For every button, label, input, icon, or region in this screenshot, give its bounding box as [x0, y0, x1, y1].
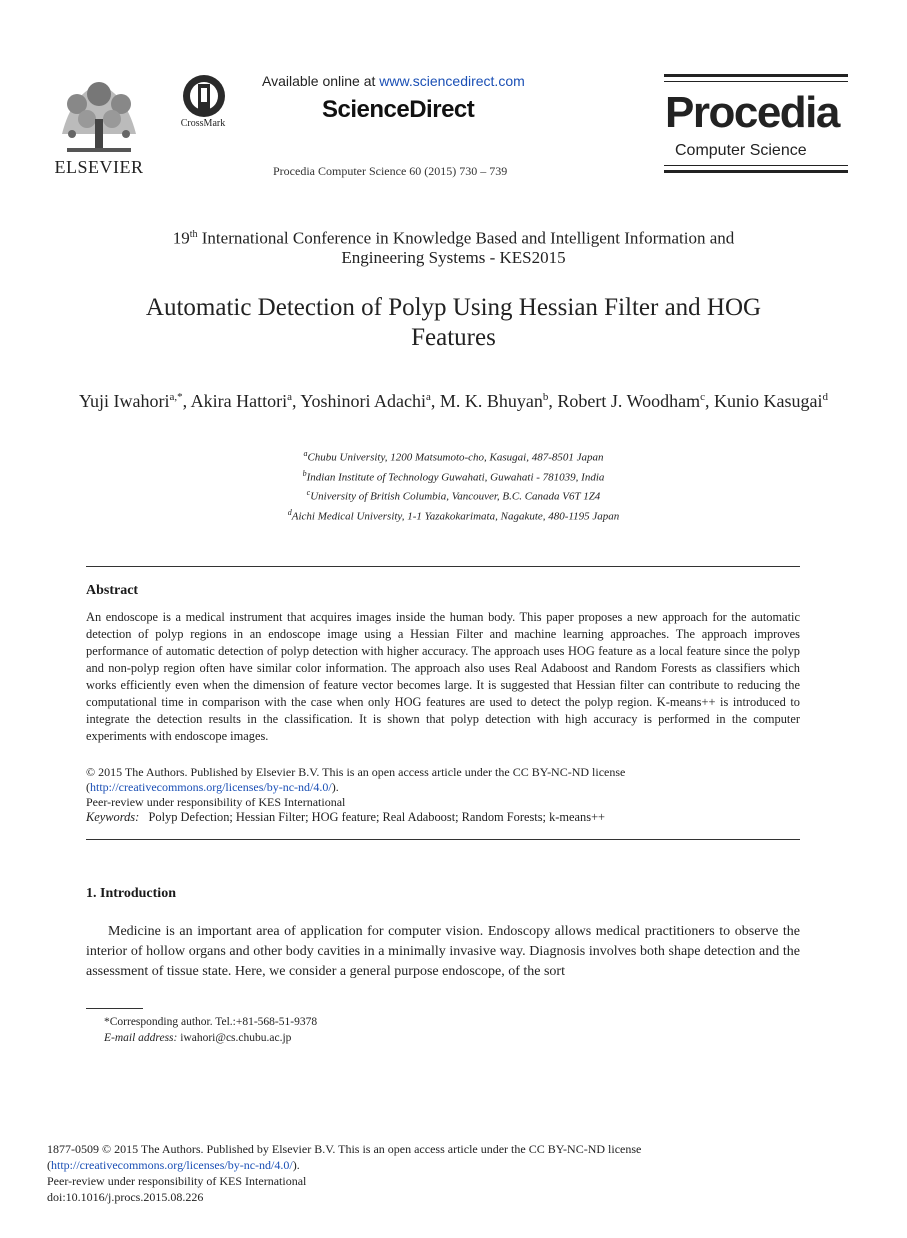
author-name: Akira Hattori: [190, 391, 288, 411]
author-name: M. K. Bhuyan: [439, 391, 543, 411]
conference-ordinal: 19: [172, 228, 190, 248]
procedia-bottom-rule-thin: [664, 165, 848, 166]
sciencedirect-link[interactable]: www.sciencedirect.com: [379, 73, 525, 89]
email-label: E-mail address:: [104, 1032, 178, 1044]
introduction-text: Medicine is an important area of application for computer vision. Endoscopy allows medical practitioners to observe the interior of hollow organs and other body cavities in a minimally invasive way. Diagnosis involves both shape detection and the assessment of tissue state. Here, we consider a general purpose endoscope, of the sort: [86, 924, 800, 979]
author-name: Yuji Iwahori: [78, 391, 170, 411]
paper-title: [60, 293, 847, 353]
introduction-body: [86, 922, 800, 982]
abstract-top-rule: [86, 566, 800, 567]
keywords-label: Keywords:: [86, 810, 140, 824]
affiliation-mark: a: [303, 449, 308, 458]
author-affiliation-mark: a: [426, 391, 431, 403]
author-name: Yoshinori Adachi: [300, 391, 427, 411]
footnote-rule: [86, 1008, 143, 1009]
procedia-subtitle: Computer Science: [675, 142, 807, 159]
affiliation-text: Indian Institute of Technology Guwahati, Guwahati - 781039, India: [306, 471, 605, 484]
affiliation-mark: d: [287, 507, 292, 517]
paper-title-line2: Features: [411, 324, 496, 351]
author-affiliation-mark: a: [287, 391, 292, 403]
affiliation-text: Chubu University, 1200 Matsumoto-cho, Kasugai, 487-8501 Japan: [307, 451, 604, 464]
procedia-bottom-rule: [664, 170, 848, 173]
keywords-list: Polyp Defection; Hessian Filter; HOG feature; Real Adaboost; Random Forests; k-means++: [148, 810, 606, 824]
abstract-bottom-rule: [86, 839, 800, 840]
license-link[interactable]: http://creativecommons.org/licenses/by-nc-nd/4.0/: [90, 780, 332, 794]
procedia-top-rule: [664, 74, 848, 77]
affiliation-list: [60, 446, 847, 525]
crossmark-label: CrossMark: [180, 118, 226, 129]
author-affiliation-mark: d: [822, 391, 828, 403]
affiliation-text: Aichi Medical University, 1-1 Yazakokarimata, Nagakute, 480-1195 Japan: [291, 510, 620, 523]
sciencedirect-logo: ScienceDirect: [322, 96, 475, 123]
affiliation-item: [60, 446, 847, 466]
author-affiliation-mark: a,*: [169, 391, 183, 403]
footer-doi[interactable]: doi:10.1016/j.procs.2015.08.226: [47, 1190, 204, 1204]
affiliation-text: University of British Columbia, Vancouver, B.C. Canada V6T 1Z4: [310, 490, 601, 503]
affiliation-mark: b: [302, 468, 307, 478]
author-list: [60, 385, 847, 413]
available-online: [262, 73, 525, 89]
email-address[interactable]: iwahori@cs.chubu.ac.jp: [180, 1032, 292, 1044]
corresponding-author: *Corresponding author. Tel.:+81-568-51-9378: [104, 1016, 318, 1028]
page-footer: [47, 1141, 747, 1205]
affiliation-item: [60, 485, 847, 505]
conference-name: [60, 225, 847, 267]
author-separator: ,: [430, 391, 440, 411]
author-affiliation-mark: b: [542, 391, 549, 403]
conference-line1: International Conference in Knowledge Based and Intelligent Information and: [197, 228, 735, 248]
license-block: [86, 765, 800, 810]
author-separator: ,: [548, 391, 558, 411]
author-separator: ,: [291, 391, 301, 411]
author-separator: ,: [705, 391, 715, 411]
affiliation-mark: c: [306, 488, 311, 498]
paper-title-line1: Automatic Detection of Polyp Using Hessian Filter and HOG: [145, 294, 762, 321]
footnotes: [104, 1014, 317, 1046]
procedia-top-rule-thin: [664, 81, 848, 82]
conference-ordinal-suffix: th: [189, 229, 198, 240]
affiliation-item: [60, 466, 847, 486]
license-text: © 2015 The Authors. Published by Elsevier B.V. This is an open access article under the CC BY-NC-ND license: [86, 765, 626, 779]
journal-reference: Procedia Computer Science 60 (2015) 730 – 739: [273, 164, 508, 178]
abstract-heading: Abstract: [86, 583, 139, 598]
peer-review-note: Peer-review under responsibility of KES International: [86, 795, 346, 809]
license-link-line: (http://creativecommons.org/licenses/by-nc-nd/4.0/).: [86, 780, 339, 794]
author-name: Kunio Kasugai: [714, 391, 823, 411]
author-name: Robert J. Woodham: [557, 391, 701, 411]
email-line: [104, 1030, 317, 1046]
affiliation-item: [60, 505, 847, 525]
author-separator: ,: [182, 391, 191, 411]
footer-link-line: (http://creativecommons.org/licenses/by-nc-nd/4.0/).: [47, 1158, 300, 1172]
footer-peer-review: Peer-review under responsibility of KES International: [47, 1174, 307, 1188]
keywords-line: [86, 809, 800, 825]
conference-line2: Engineering Systems - KES2015: [341, 247, 566, 267]
author-affiliation-mark: c: [700, 391, 706, 403]
footer-license-link[interactable]: http://creativecommons.org/licenses/by-nc-nd/4.0/: [51, 1158, 293, 1172]
publisher-name: ELSEVIER: [54, 157, 144, 177]
footer-license: 1877-0509 © 2015 The Authors. Published by Elsevier B.V. This is an open access article under the CC BY-NC-ND license: [47, 1142, 642, 1156]
abstract-body: An endoscope is a medical instrument that acquires images inside the human body. This paper proposes a new approach for the automatic detection of polyp regions in an endoscope image using a Hessian Filter and machine learning approaches. The approach improves performance of automatic detection of polyp detection with higher accuracy. The approach uses HOG feature as a local feature since the polyp and non-polyp region often have similar color information. The approach also uses Real Adaboost and Random Forests as classifiers which works efficiently even when the dimension of feature vector becomes large. It is suggested that Hessian filter can contribute to reducing the computational time in comparison with the case when only HOG features are used to detect the polyp region. K-means++ is introduced to integrate the detection results in the classification. It is shown that polyp detection with high accuracy is performed in the computer experiments with endoscope images.: [86, 610, 800, 743]
introduction-heading: 1. Introduction: [86, 886, 176, 901]
procedia-title: Procedia: [665, 88, 839, 137]
available-prefix: Available online at: [262, 73, 380, 89]
